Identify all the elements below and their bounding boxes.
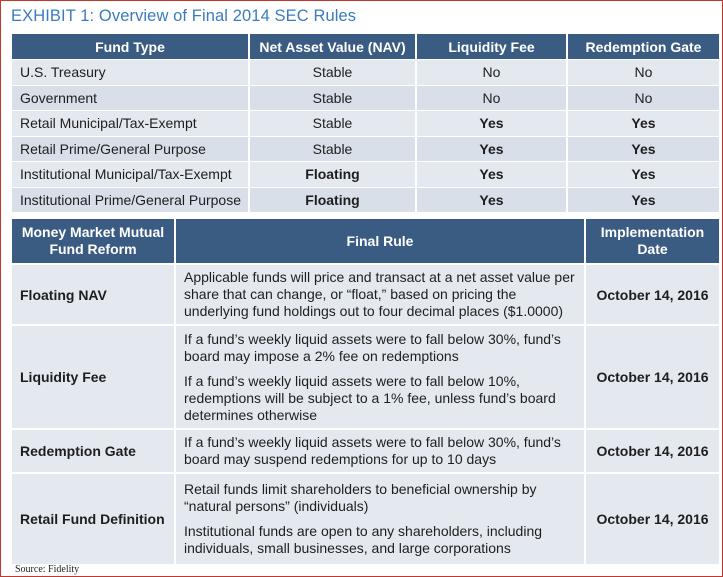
implementation-date-cell: October 14, 2016 [584,428,719,472]
table-row [12,187,719,213]
redemption-gate-cell: Yes [566,110,719,136]
reform-name-cell: Redemption Gate [12,428,174,472]
liquidity-fee-cell: Yes [415,161,566,187]
nav-cell: Stable [248,110,415,136]
liquidity-fee-cell: No [415,85,566,111]
redemption-gate-cell: Yes [566,187,719,213]
header-reform-line1: Money Market Mutual [21,224,165,240]
final-rule-cell [174,428,584,472]
final-rule-cell [174,472,584,564]
implementation-date-cell: October 14, 2016 [584,472,719,564]
fund-type-cell: Government [12,85,248,111]
fund-type-cell: Retail Municipal/Tax-Exempt [12,110,248,136]
rule-text: If a fund’s weekly liquid assets were to fall below 30%, fund’s board may suspend redemptions for up to 10 days [184,434,561,467]
fund-type-cell: Institutional Municipal/Tax-Exempt [12,161,248,187]
reform-table-header-row [12,219,719,263]
header-reform-line2: Fund Reform [49,241,137,257]
rule-text: Applicable funds will price and transact at a net asset value per share that can change, or “float,” based on pricing the underlying fund holdings out to four decimal places ($1.0000) [184,269,575,319]
rule-text: If a fund’s weekly liquid assets were to fall below 10%, redemptions will be subject to a 1% fee, unless fund’s board determines otherwise [184,372,556,423]
reform-name-cell: Liquidity Fee [12,324,174,428]
source-note: Source: Fidelity [15,564,80,575]
reform-name-cell: Retail Fund Definition [12,472,174,564]
header-date-line1: Implementation [600,224,705,240]
liquidity-fee-cell: Yes [415,110,566,136]
redemption-gate-cell: No [566,59,719,85]
nav-cell: Stable [248,59,415,85]
header-final-rule: Final Rule [174,219,584,263]
table-row [12,428,719,472]
reform-table [12,219,719,564]
redemption-gate-cell: Yes [566,161,719,187]
liquidity-fee-cell: No [415,59,566,85]
final-rule-cell [174,263,584,324]
table-row [12,110,719,136]
liquidity-fee-cell: Yes [415,136,566,162]
liquidity-fee-cell: Yes [415,187,566,213]
fund-type-cell: Retail Prime/General Purpose [12,136,248,162]
table-row [12,324,719,428]
exhibit-title: EXHIBIT 1: Overview of Final 2014 SEC Rules [11,7,357,25]
header-date-line2: Date [637,241,668,257]
header-redemption-gate: Redemption Gate [566,34,719,59]
nav-cell: Stable [248,85,415,111]
header-nav: Net Asset Value (NAV) [248,34,415,59]
table-row [12,85,719,111]
header-implementation-date [584,219,719,263]
final-rule-cell [174,324,584,428]
rule-text: Retail funds limit shareholders to beneficial ownership by “natural persons” (individuals) [184,481,537,514]
table-row [12,263,719,324]
nav-cell: Stable [248,136,415,162]
nav-cell: Floating [248,161,415,187]
header-fund-type: Fund Type [12,34,248,59]
rule-text: If a fund’s weekly liquid assets were to fall below 30%, fund’s board may impose a 2% fee on redemptions [184,330,561,364]
table-row [12,59,719,85]
fund-type-table [12,34,719,212]
implementation-date-cell: October 14, 2016 [584,263,719,324]
redemption-gate-cell: Yes [566,136,719,162]
redemption-gate-cell: No [566,85,719,111]
header-reform [12,219,174,263]
fund-type-cell: Institutional Prime/General Purpose [12,187,248,213]
table-row [12,161,719,187]
rule-text: Institutional funds are open to any shareholders, including individuals, small businesses, and large corporations [184,523,543,556]
table-row [12,472,719,564]
nav-cell: Floating [248,187,415,213]
fund-type-cell: U.S. Treasury [12,59,248,85]
reform-name-cell: Floating NAV [12,263,174,324]
header-liquidity-fee: Liquidity Fee [415,34,566,59]
implementation-date-cell: October 14, 2016 [584,324,719,428]
table-row [12,136,719,162]
fund-table-header-row [12,34,719,59]
